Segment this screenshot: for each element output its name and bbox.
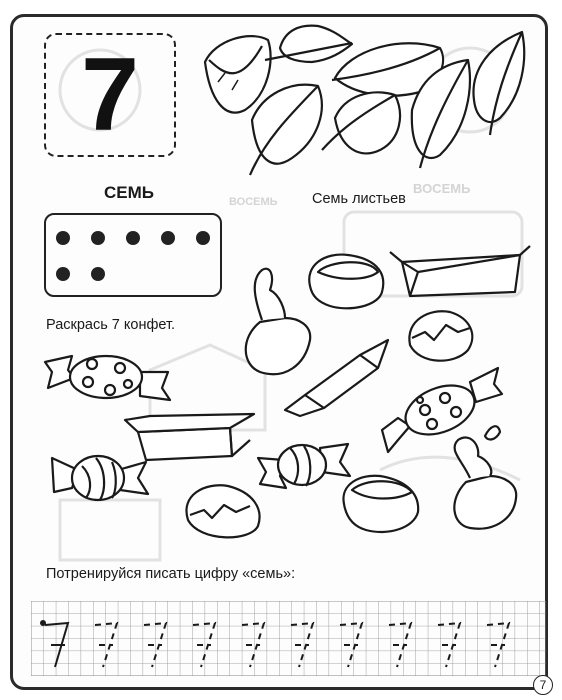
page-number: 7 [533, 675, 553, 695]
number-word: СЕМЬ [104, 183, 154, 202]
practice-grid[interactable] [31, 601, 546, 676]
candy-box[interactable] [390, 246, 530, 296]
candy-wrapped-dots[interactable] [45, 356, 170, 400]
leaves-caption: Семь листьев [312, 191, 406, 207]
candy-box-left[interactable] [125, 414, 254, 460]
candy-task-text: Раскрась 7 конфет. [46, 317, 176, 333]
candy-wrapped-dots-right[interactable] [382, 368, 502, 452]
digit-seven: 7 [81, 37, 139, 153]
bleed-through-word-right: ВОСЕМЬ [413, 181, 471, 196]
candy-striped-mid[interactable] [258, 444, 350, 488]
practice-task-text: Потренируйся писать цифру «семь»: [46, 566, 296, 582]
candy-glazed-bottom[interactable] [186, 485, 259, 537]
candy-glazed[interactable] [409, 311, 472, 360]
bleed-through-word-left: ВОСЕМЬ [229, 196, 278, 208]
candy-dome-bottom[interactable] [343, 476, 418, 532]
candy-dome[interactable] [309, 255, 383, 309]
candy-striped-left[interactable] [52, 456, 148, 500]
candy-bag[interactable] [246, 269, 310, 374]
candy-bag-bottom[interactable] [454, 426, 516, 528]
